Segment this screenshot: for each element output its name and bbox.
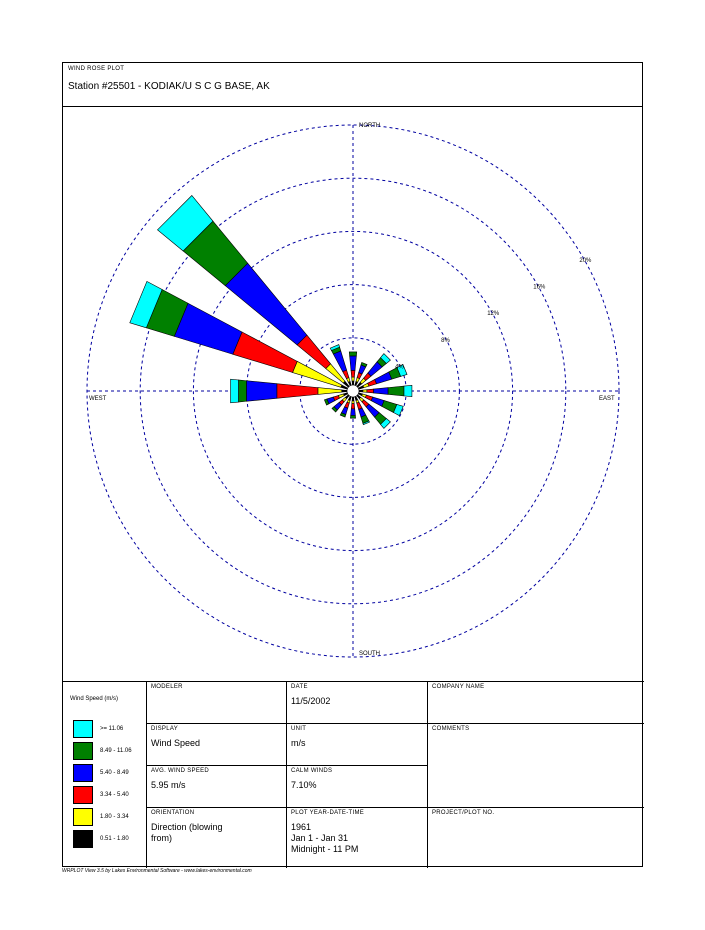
- petal-segment-e: [404, 385, 412, 396]
- legend-swatch: [73, 720, 93, 738]
- project-cell: [428, 808, 644, 868]
- legend-swatch: [73, 742, 93, 760]
- avg-speed-cell: [147, 766, 287, 808]
- calm-winds-value: 7.10%: [291, 780, 317, 790]
- calm-winds-cell: [287, 766, 428, 808]
- legend-panel: [63, 682, 147, 868]
- unit-cell: [287, 724, 428, 766]
- petal-segment-n: [352, 381, 354, 385]
- petal-segment-w: [318, 388, 342, 395]
- petal-segment-s: [352, 401, 354, 404]
- station-title: Station #25501 - KODIAK/U S C G BASE, AK: [68, 81, 270, 92]
- unit-label: UNIT: [291, 726, 307, 732]
- petal-segment-s: [351, 409, 356, 416]
- petal-segment-w: [342, 390, 347, 392]
- plot-header: [63, 63, 642, 107]
- legend-item: [73, 720, 149, 738]
- ring-label: 16%: [533, 284, 546, 291]
- petal-segment-n: [351, 370, 355, 377]
- compass-label-north: NORTH: [359, 123, 381, 129]
- petal-segment-w: [246, 381, 276, 402]
- orientation-cell: [147, 808, 287, 868]
- date-cell: [287, 682, 428, 724]
- info-table: [63, 681, 644, 867]
- petal-segment-s: [351, 404, 354, 409]
- modeler-cell: [147, 682, 287, 724]
- legend-item: [73, 786, 149, 804]
- legend-item: [73, 764, 149, 782]
- petal-segment-w: [231, 379, 239, 403]
- modeler-label: MODELER: [151, 684, 183, 690]
- ring-label: 4%: [395, 364, 404, 371]
- calm-winds-label: CALM WINDS: [291, 768, 333, 774]
- petal-segment-n: [349, 352, 357, 356]
- petal-segment-e: [374, 388, 389, 395]
- avg-speed-label: AVG. WIND SPEED: [151, 768, 210, 774]
- legend-swatch: [73, 764, 93, 782]
- petal-segment-e: [388, 386, 404, 396]
- software-credit: WRPLOT View 3.5 by Lakes Environmental Software - www.lakes-environmental.com: [62, 868, 252, 874]
- legend-item: [73, 830, 149, 848]
- legend-swatch: [73, 830, 93, 848]
- display-cell: [147, 724, 287, 766]
- orientation-label: ORIENTATION: [151, 810, 195, 816]
- company-cell: [428, 682, 644, 724]
- legend-label: >= 11.06: [100, 726, 124, 732]
- company-label: COMPANY NAME: [432, 684, 485, 690]
- petal-segment-n: [352, 377, 355, 381]
- legend-item: [73, 742, 149, 760]
- ring-label: 12%: [487, 311, 500, 318]
- plot-period-values: [291, 822, 358, 855]
- petal-segment-w: [277, 384, 318, 399]
- comments-label: COMMENTS: [432, 726, 470, 732]
- avg-speed-value: 5.95 m/s: [151, 780, 186, 790]
- legend-label: 1.80 - 3.34: [100, 814, 129, 820]
- wind-rose-frame: [62, 62, 643, 867]
- legend-label: 8.49 - 11.06: [100, 748, 132, 754]
- ring-label: 20%: [579, 258, 592, 264]
- legend-label: 5.40 - 8.49: [100, 770, 129, 776]
- legend-swatch: [73, 808, 93, 826]
- petal-segment-e: [367, 389, 374, 393]
- petal-segment-n: [350, 356, 357, 371]
- plot-type-label: WIND ROSE PLOT: [68, 66, 125, 72]
- wind-rose-plot: [63, 107, 644, 681]
- petal-segment-s: [350, 416, 355, 419]
- legend-item: [73, 808, 149, 826]
- calm-center: [347, 385, 359, 397]
- plot-time: Midnight - 11 PM: [291, 844, 359, 854]
- petal-segment-e: [363, 390, 367, 393]
- comments-cell: [428, 724, 644, 808]
- legend-swatch: [73, 786, 93, 804]
- orientation-value: Direction (blowing from): [151, 822, 223, 843]
- petal-segment-wnw: [233, 332, 297, 373]
- date-label: DATE: [291, 684, 308, 690]
- display-label: DISPLAY: [151, 726, 178, 732]
- petal-segment-w: [238, 380, 246, 402]
- legend-label: 3.34 - 5.40: [100, 792, 129, 798]
- ring-label: 8%: [441, 337, 450, 344]
- project-label: PROJECT/PLOT NO.: [432, 810, 495, 816]
- plot-period-label: PLOT YEAR-DATE-TIME: [291, 810, 365, 816]
- unit-value: m/s: [291, 738, 306, 748]
- petal-segment-s: [352, 397, 354, 401]
- wind-rose-svg: [63, 107, 644, 681]
- legend-label: 0.51 - 1.80: [100, 836, 129, 842]
- compass-label-east: EAST: [599, 396, 615, 402]
- display-value: Wind Speed: [151, 738, 201, 748]
- plot-period-cell: [287, 808, 428, 868]
- compass-label-south: SOUTH: [359, 651, 380, 657]
- legend-title: Wind Speed (m/s): [70, 696, 119, 702]
- compass-label-west: WEST: [89, 396, 107, 402]
- plot-year: 1961: [291, 822, 312, 832]
- petal-segment-nnw: [333, 351, 346, 372]
- petal-segment-e: [359, 390, 363, 392]
- plot-dates: Jan 1 - Jan 31: [291, 833, 349, 843]
- date-value: 11/5/2002: [291, 696, 331, 706]
